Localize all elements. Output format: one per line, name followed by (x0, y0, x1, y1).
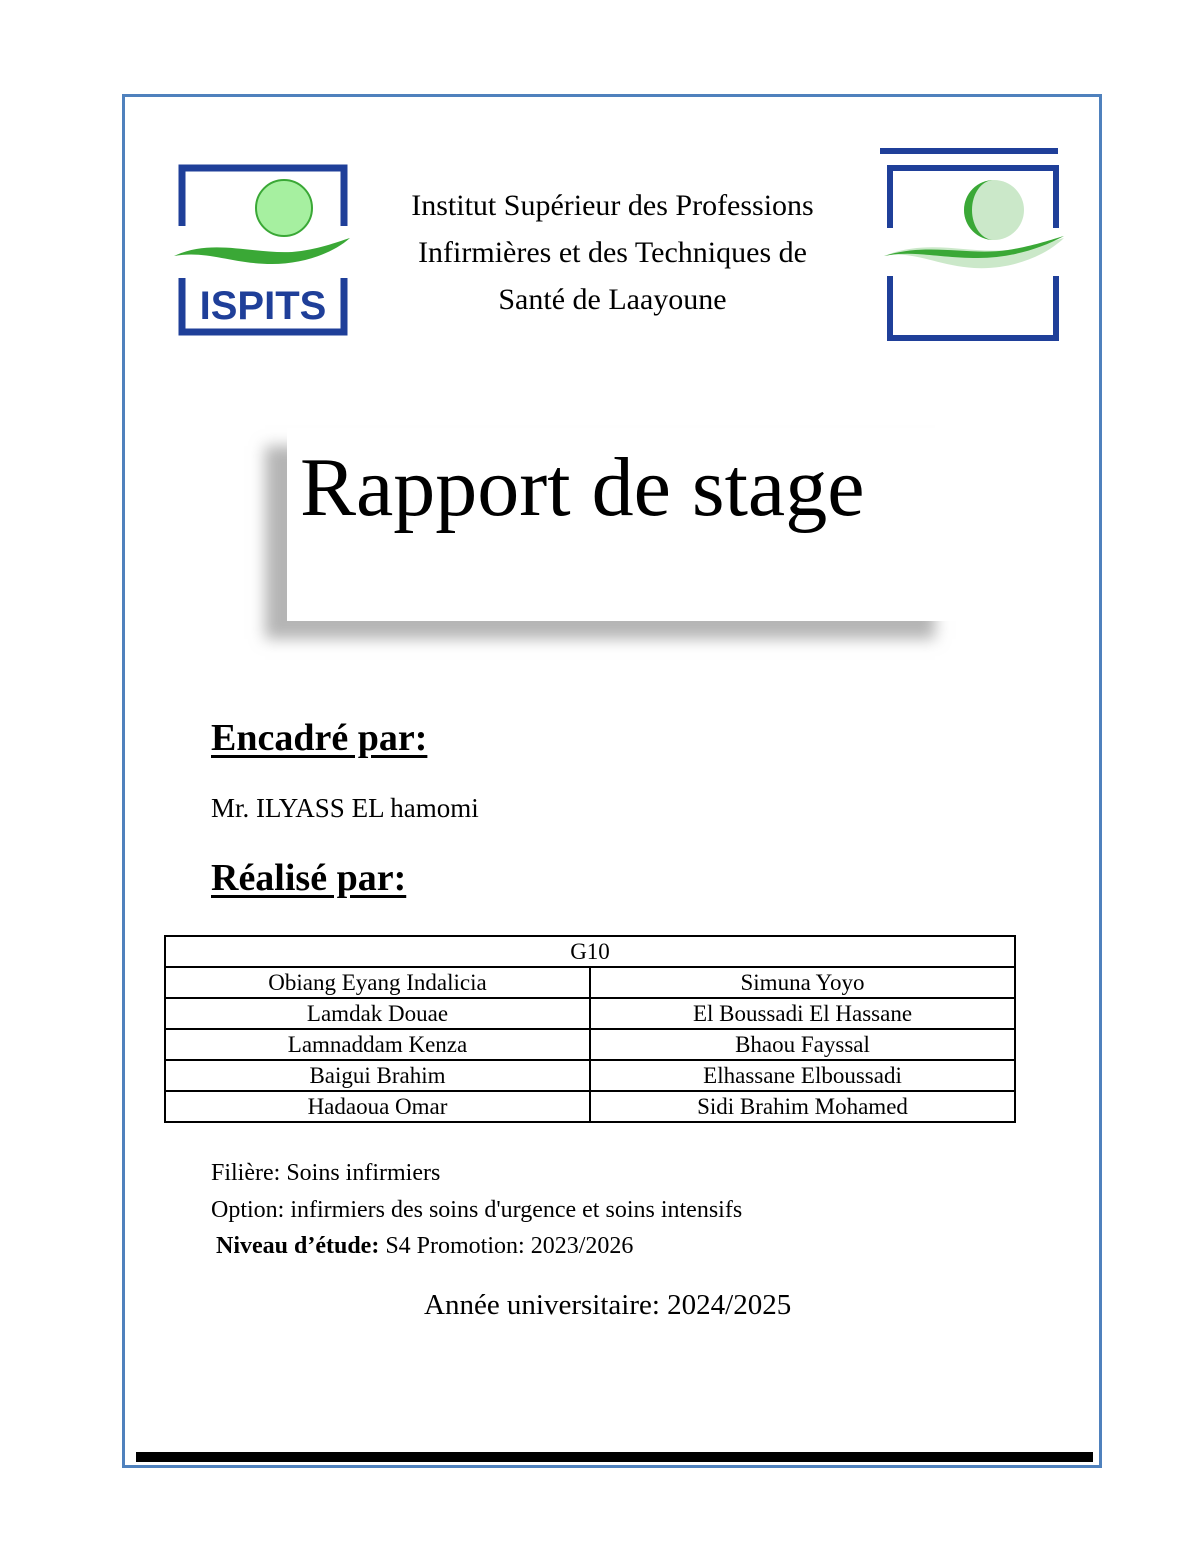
niveau-label: Niveau d’étude: (216, 1233, 380, 1259)
institute-line-3: Santé de Laayoune (498, 283, 727, 316)
member-cell: Lamnaddam Kenza (165, 1029, 590, 1060)
member-cell: El Boussadi El Hassane (590, 998, 1015, 1029)
member-cell: Simuna Yoyo (590, 967, 1015, 998)
member-cell: Lamdak Douae (165, 998, 590, 1029)
academic-year: Année universitaire: 2024/2025 (424, 1289, 792, 1321)
niveau-line (216, 1233, 633, 1260)
member-cell: Sidi Brahim Mohamed (590, 1091, 1015, 1122)
table-header-row (165, 936, 1015, 967)
institute-name (360, 182, 865, 323)
table-row (165, 967, 1015, 998)
institute-line-1: Institut Supérieur des Professions (411, 189, 814, 222)
member-cell: Hadaoua Omar (165, 1091, 590, 1122)
table-row (165, 1091, 1015, 1122)
ispits-logo-left (172, 162, 352, 338)
member-cell: Baigui Brahim (165, 1060, 590, 1091)
niveau-value: S4 Promotion: 2023/2026 (379, 1233, 634, 1259)
members-table (164, 935, 1016, 1123)
institute-line-2: Infirmières et des Techniques de (418, 236, 807, 269)
table-row (165, 1060, 1015, 1091)
ispits-logo-right (878, 146, 1066, 346)
report-title: Rapport de stage (300, 441, 865, 534)
filiere-line: Filière: Soins infirmiers (211, 1160, 441, 1186)
member-cell: Obiang Eyang Indalicia (165, 967, 590, 998)
supervisor-name: Mr. ILYASS EL hamomi (211, 793, 479, 823)
bottom-rule (136, 1452, 1093, 1462)
member-cell: Bhaou Fayssal (590, 1029, 1015, 1060)
table-row (165, 1029, 1015, 1060)
supervisor-heading: Encadré par: (211, 717, 428, 759)
option-line: Option: infirmiers des soins d'urgence et soins intensifs (211, 1197, 743, 1223)
group-cell: G10 (165, 936, 1015, 967)
authors-heading: Réalisé par: (211, 857, 407, 899)
table-row (165, 998, 1015, 1029)
ispits-logo-text: ISPITS (199, 284, 327, 328)
member-cell: Elhassane Elboussadi (590, 1060, 1015, 1091)
